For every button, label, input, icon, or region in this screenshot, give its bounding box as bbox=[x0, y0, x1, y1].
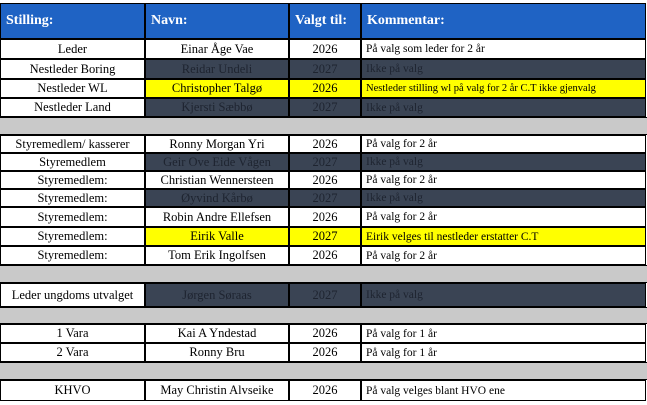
cell-kommentar[interactable]: Eirik velges til nestleder erstatter C.T bbox=[361, 227, 646, 246]
header-navn[interactable]: Navn: bbox=[145, 3, 289, 39]
table-row bbox=[0, 153, 647, 171]
cell-stilling[interactable]: Styremedlem: bbox=[0, 189, 145, 207]
cell-valgt-til[interactable]: 2026 bbox=[289, 343, 361, 362]
cell-stilling[interactable]: 1 Vara bbox=[0, 324, 145, 343]
header-stilling[interactable]: Stilling: bbox=[0, 3, 145, 39]
cell-stilling[interactable]: Styremedlem: bbox=[0, 227, 145, 246]
cell-kommentar[interactable]: Ikke på valg bbox=[361, 283, 646, 307]
cell-stilling[interactable]: 2 Vara bbox=[0, 343, 145, 362]
cell-valgt-til[interactable]: 2027 bbox=[289, 153, 361, 171]
cell-navn[interactable]: Robin Andre Ellefsen bbox=[145, 207, 289, 227]
table-row bbox=[0, 189, 647, 207]
cell-navn[interactable]: Christopher Talgø bbox=[145, 79, 289, 98]
cell-navn[interactable]: Kjersti Sæbbø bbox=[145, 98, 289, 117]
table-row bbox=[0, 39, 647, 59]
cell-navn[interactable]: Ronny Morgan Yri bbox=[145, 135, 289, 153]
cell-valgt-til[interactable]: 2026 bbox=[289, 171, 361, 189]
cell-stilling[interactable]: Styremedlem/ kasserer bbox=[0, 135, 145, 153]
cell-kommentar[interactable]: På valg for 2 år bbox=[361, 171, 646, 189]
cell-valgt-til[interactable]: 2026 bbox=[289, 39, 361, 59]
cell-navn[interactable]: Øyvind Kårbø bbox=[145, 189, 289, 207]
cell-kommentar[interactable]: På valg velges blant HVO ene bbox=[361, 380, 646, 401]
cell-navn[interactable]: Ronny Bru bbox=[145, 343, 289, 362]
cell-valgt-til[interactable]: 2027 bbox=[289, 59, 361, 79]
cell-valgt-til[interactable]: 2026 bbox=[289, 207, 361, 227]
cell-navn[interactable]: Eirik Valle bbox=[145, 227, 289, 246]
cell-kommentar[interactable]: Nestleder stilling wl på valg for 2 år C.T ikke gjenvalg bbox=[361, 79, 646, 98]
cell-valgt-til[interactable]: 2027 bbox=[289, 283, 361, 307]
section-separator bbox=[0, 307, 647, 324]
cell-kommentar[interactable]: Ikke på valg bbox=[361, 98, 646, 117]
cell-navn[interactable]: Tom Erik Ingolfsen bbox=[145, 246, 289, 265]
table-row bbox=[0, 207, 647, 227]
cell-valgt-til[interactable]: 2027 bbox=[289, 227, 361, 246]
cell-kommentar[interactable]: På valg som leder for 2 år bbox=[361, 39, 646, 59]
cell-valgt-til[interactable]: 2026 bbox=[289, 246, 361, 265]
cell-kommentar[interactable]: På valg for 2 år bbox=[361, 246, 646, 265]
cell-valgt-til[interactable]: 2026 bbox=[289, 79, 361, 98]
section-separator bbox=[0, 117, 647, 135]
cell-stilling[interactable]: Styremedlem: bbox=[0, 171, 145, 189]
cell-navn[interactable]: Reidar Undeli bbox=[145, 59, 289, 79]
cell-stilling[interactable]: Styremedlem bbox=[0, 153, 145, 171]
cell-navn[interactable]: Jørgen Søraas bbox=[145, 283, 289, 307]
cell-stilling[interactable]: KHVO bbox=[0, 380, 145, 401]
table-row bbox=[0, 227, 647, 246]
table-row bbox=[0, 79, 647, 98]
table-row bbox=[0, 59, 647, 79]
cell-kommentar[interactable]: Ikke på valg bbox=[361, 153, 646, 171]
section-separator bbox=[0, 362, 647, 380]
cell-stilling[interactable]: Leder bbox=[0, 39, 145, 59]
table-row bbox=[0, 246, 647, 265]
table-row bbox=[0, 171, 647, 189]
cell-stilling[interactable]: Nestleder Land bbox=[0, 98, 145, 117]
cell-kommentar[interactable]: På valg for 2 år bbox=[361, 135, 646, 153]
cell-stilling[interactable]: Leder ungdoms utvalget bbox=[0, 283, 145, 307]
cell-kommentar[interactable]: På valg for 2 år bbox=[361, 207, 646, 227]
cell-kommentar[interactable]: På valg for 1 år bbox=[361, 343, 646, 362]
cell-stilling[interactable]: Nestleder Boring bbox=[0, 59, 145, 79]
cell-kommentar[interactable]: Ikke på valg bbox=[361, 59, 646, 79]
cell-navn[interactable]: Kai A Yndestad bbox=[145, 324, 289, 343]
cell-valgt-til[interactable]: 2026 bbox=[289, 324, 361, 343]
header-kommentar[interactable]: Kommentar: bbox=[361, 3, 646, 39]
cell-stilling[interactable]: Styremedlem: bbox=[0, 207, 145, 227]
cell-valgt-til[interactable]: 2026 bbox=[289, 380, 361, 401]
cell-valgt-til[interactable]: 2027 bbox=[289, 98, 361, 117]
cell-navn[interactable]: Geir Ove Eide Vågen bbox=[145, 153, 289, 171]
table-row bbox=[0, 380, 647, 401]
table-row bbox=[0, 98, 647, 117]
header-valgt-til[interactable]: Valgt til: bbox=[289, 3, 361, 39]
header-row bbox=[0, 3, 647, 39]
cell-navn[interactable]: Christian Wennersteen bbox=[145, 171, 289, 189]
table-row bbox=[0, 324, 647, 343]
table-row bbox=[0, 343, 647, 362]
cell-valgt-til[interactable]: 2026 bbox=[289, 135, 361, 153]
table-row bbox=[0, 135, 647, 153]
section-separator bbox=[0, 265, 647, 283]
cell-stilling[interactable]: Styremedlem: bbox=[0, 246, 145, 265]
cell-valgt-til[interactable]: 2027 bbox=[289, 189, 361, 207]
cell-kommentar[interactable]: Ikke på valg bbox=[361, 189, 646, 207]
cell-kommentar[interactable]: På valg for 1 år bbox=[361, 324, 646, 343]
cell-navn[interactable]: May Christin Alvseike bbox=[145, 380, 289, 401]
cell-navn[interactable]: Einar Åge Vae bbox=[145, 39, 289, 59]
table-row bbox=[0, 283, 647, 307]
cell-stilling[interactable]: Nestleder WL bbox=[0, 79, 145, 98]
